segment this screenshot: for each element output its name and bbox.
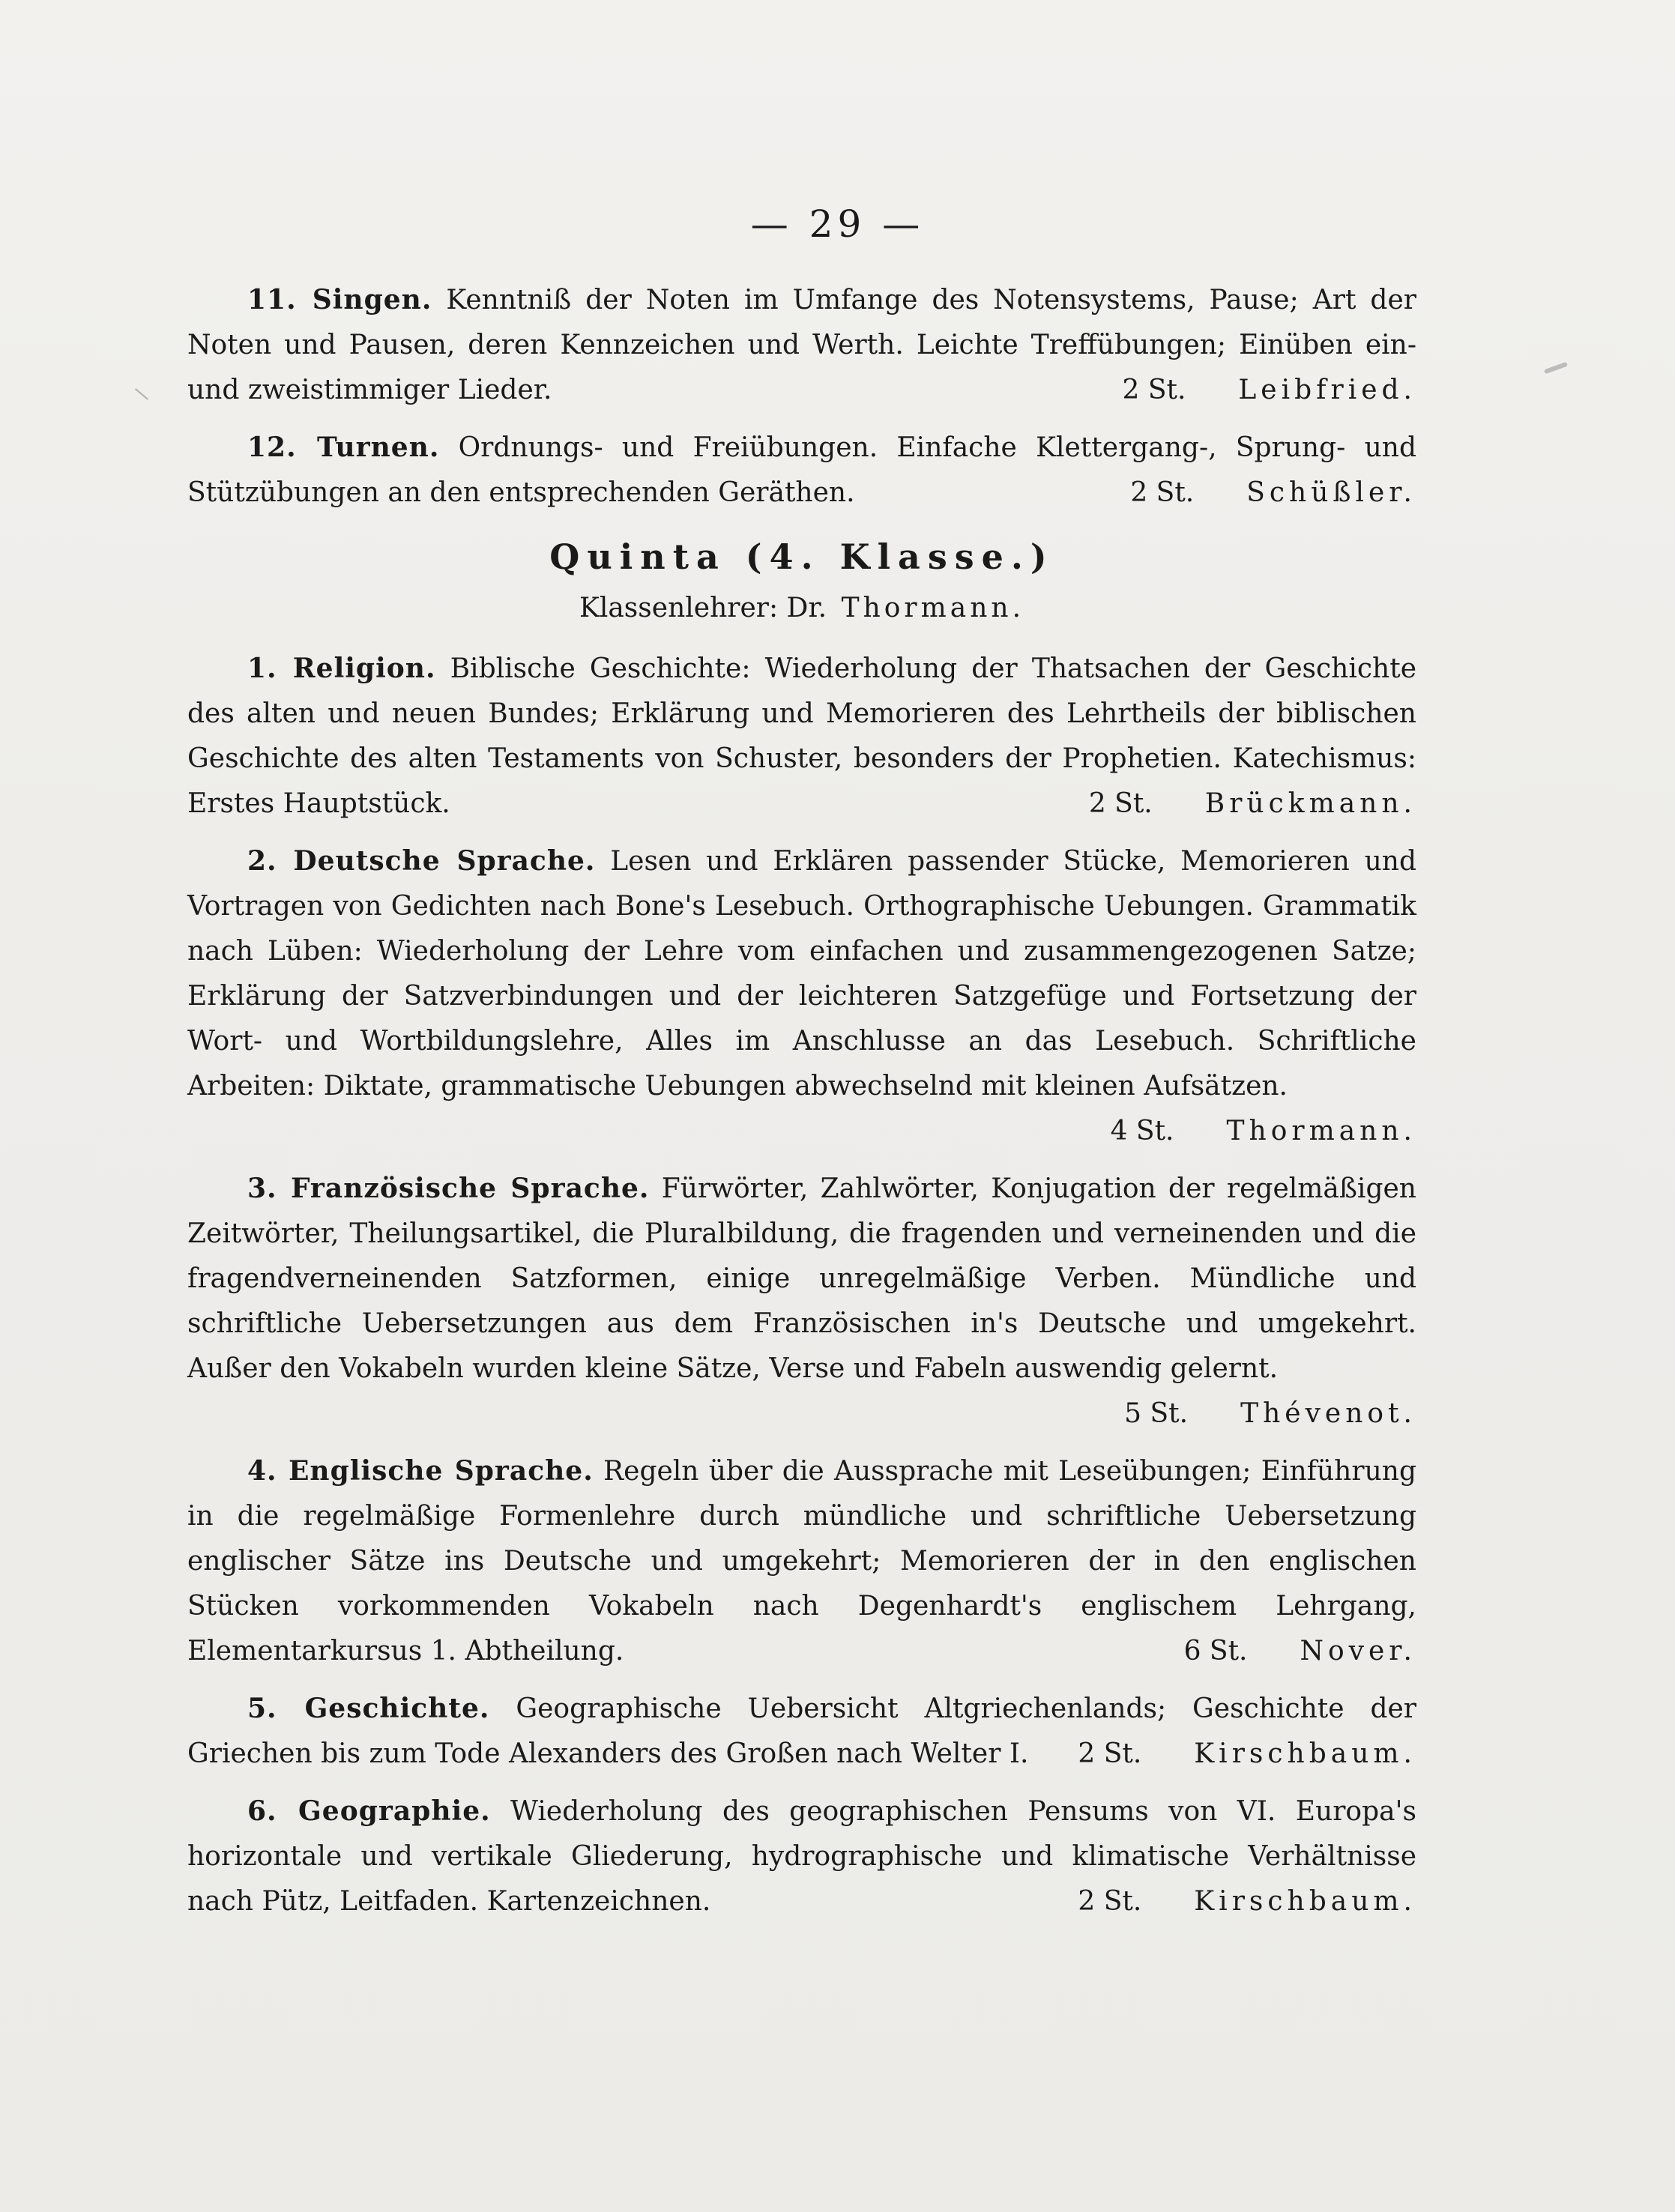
subject-text: Lesen und Erklären passender Stücke, Memorieren und Vortragen von Gedichten nach Bone's Lesebuch. Orthographische Uebungen. Grammatik nach Lüben: Wiederholung der Lehre vom einfachen und zusammengezogenen Satze; Erklärung der Satzverbindungen und der leichteren Satzgefüge und Fortsetzung der Wort- und Wortbildungslehre, Alles im Anschlusse an das Lesebuch. Schriftliche Arbeiten: Diktate, grammatische Uebungen abwechselnd mit kleinen Aufsätzen. [187, 846, 1416, 1102]
subject-credit [1092, 368, 1416, 413]
subject-credit [1059, 782, 1416, 827]
page-number: — 29 — [750, 202, 925, 246]
teacher-name: Kirschbaum. [1194, 1738, 1416, 1769]
hours: 2 St. [1078, 1738, 1142, 1769]
hours: 2 St. [1122, 375, 1186, 405]
subject-label: 4. Englische Sprache. [247, 1455, 594, 1487]
hours: 4 St. [1110, 1116, 1174, 1146]
subject-text: Geographische Uebersicht Altgriechenlands; Geschichte der Griechen bis zum Tode Alexanders des Großen nach Welter I. [187, 1693, 1416, 1769]
teacher-name: Thévenot. [1240, 1398, 1416, 1429]
subject-label: 1. Religion. [247, 653, 436, 684]
subject-label: 6. Geographie. [247, 1795, 491, 1827]
subject-label: 3. Französische Sprache. [247, 1173, 650, 1204]
subject-label: 2. Deutsche Sprache. [247, 845, 596, 877]
subject-text: Fürwörter, Zahlwörter, Konjugation der regelmäßigen Zeitwörter, Theilungsartikel, die Pluralbildung, die fragenden und verneinenden und die fragendverneinenden Satzformen, einige unregelmäßige Verben. Mündliche und schriftliche Uebersetzungen aus dem Französischen in's Deutsche und umgekehrt. Außer den Vokabeln wurden kleine Sätze, Verse und Fabeln auswendig gelernt. [187, 1173, 1416, 1384]
subject-turnen [187, 425, 1416, 516]
subject-deutsch [187, 838, 1416, 1154]
hours: 2 St. [1130, 477, 1195, 508]
subject-credit [1048, 1732, 1416, 1777]
margin-mark [135, 388, 148, 400]
subject-label: 12. Turnen. [247, 432, 440, 463]
subject-singen [187, 277, 1416, 413]
section-title: Quinta (4. Klasse.) [549, 537, 1054, 577]
subject-geschichte [187, 1686, 1416, 1777]
subject-englisch [187, 1448, 1416, 1674]
teacher-name: Brückmann. [1204, 788, 1416, 819]
subject-text: Ordnungs- und Freiübungen. Einfache Klettergang-, Sprung- und Stützübungen an den entsprechenden Geräthen. [187, 432, 1416, 508]
class-teacher-line [187, 586, 1416, 631]
teacher-name: Nover. [1300, 1636, 1416, 1666]
subject-credit [1100, 471, 1416, 516]
subject-credit [1094, 1391, 1416, 1436]
subject-text: Kenntniß der Noten im Umfange des Notensystems, Pause; Art der Noten und Pausen, deren Kennzeichen und Werth. Leichte Treffübungen; Einüben ein- und zweistimmiger Lieder. [187, 285, 1416, 405]
hours: 2 St. [1088, 788, 1153, 819]
subject-religion [187, 646, 1416, 827]
page-content [187, 277, 1416, 1936]
subject-label: 5. Geschichte. [247, 1693, 490, 1724]
subject-credit [1154, 1629, 1416, 1674]
subject-credit [1081, 1109, 1416, 1154]
subject-text: Biblische Geschichte: Wiederholung der Thatsachen der Geschichte des alten und neuen Bundes; Erklärung und Memorieren des Lehrtheils der biblischen Geschichte des alten Testaments von Schuster, besonders der Prophetien. Katechismus: Erstes Hauptstück. [187, 653, 1416, 819]
subject-text: Regeln über die Aussprache mit Leseübungen; Einführung in die regelmäßige Formenlehre durch mündliche und schriftliche Uebersetzung englischer Sätze ins Deutsche und umgekehrt; Memorieren der in den englischen Stücken vorkommenden Vokabeln nach Degenhardt's englischem Lehrgang, Elementarkursus 1. Abtheilung. [187, 1456, 1416, 1666]
hours: 2 St. [1078, 1886, 1142, 1917]
ink-smudge [1544, 362, 1568, 375]
subject-geographie [187, 1789, 1416, 1924]
hours: 5 St. [1124, 1398, 1189, 1429]
class-teacher-name: Thormann. [841, 593, 1025, 623]
teacher-name: Kirschbaum. [1194, 1886, 1416, 1917]
teacher-name: Schüßler. [1246, 477, 1416, 508]
subject-franzoesisch [187, 1166, 1416, 1436]
class-teacher-label: Klassenlehrer: Dr. [579, 593, 827, 623]
hours: 6 St. [1183, 1636, 1248, 1666]
subject-credit [1048, 1879, 1416, 1924]
teacher-name: Thormann. [1226, 1116, 1416, 1146]
subject-label: 11. Singen. [247, 284, 432, 315]
subject-text: Wiederholung des geographischen Pensums von VI. Europa's horizontale und vertikale Gliederung, hydrographische und klimatische Verhältnisse nach Pütz, Leitfaden. Kartenzeichnen. [187, 1796, 1416, 1917]
teacher-name: Leibfried. [1238, 375, 1416, 405]
